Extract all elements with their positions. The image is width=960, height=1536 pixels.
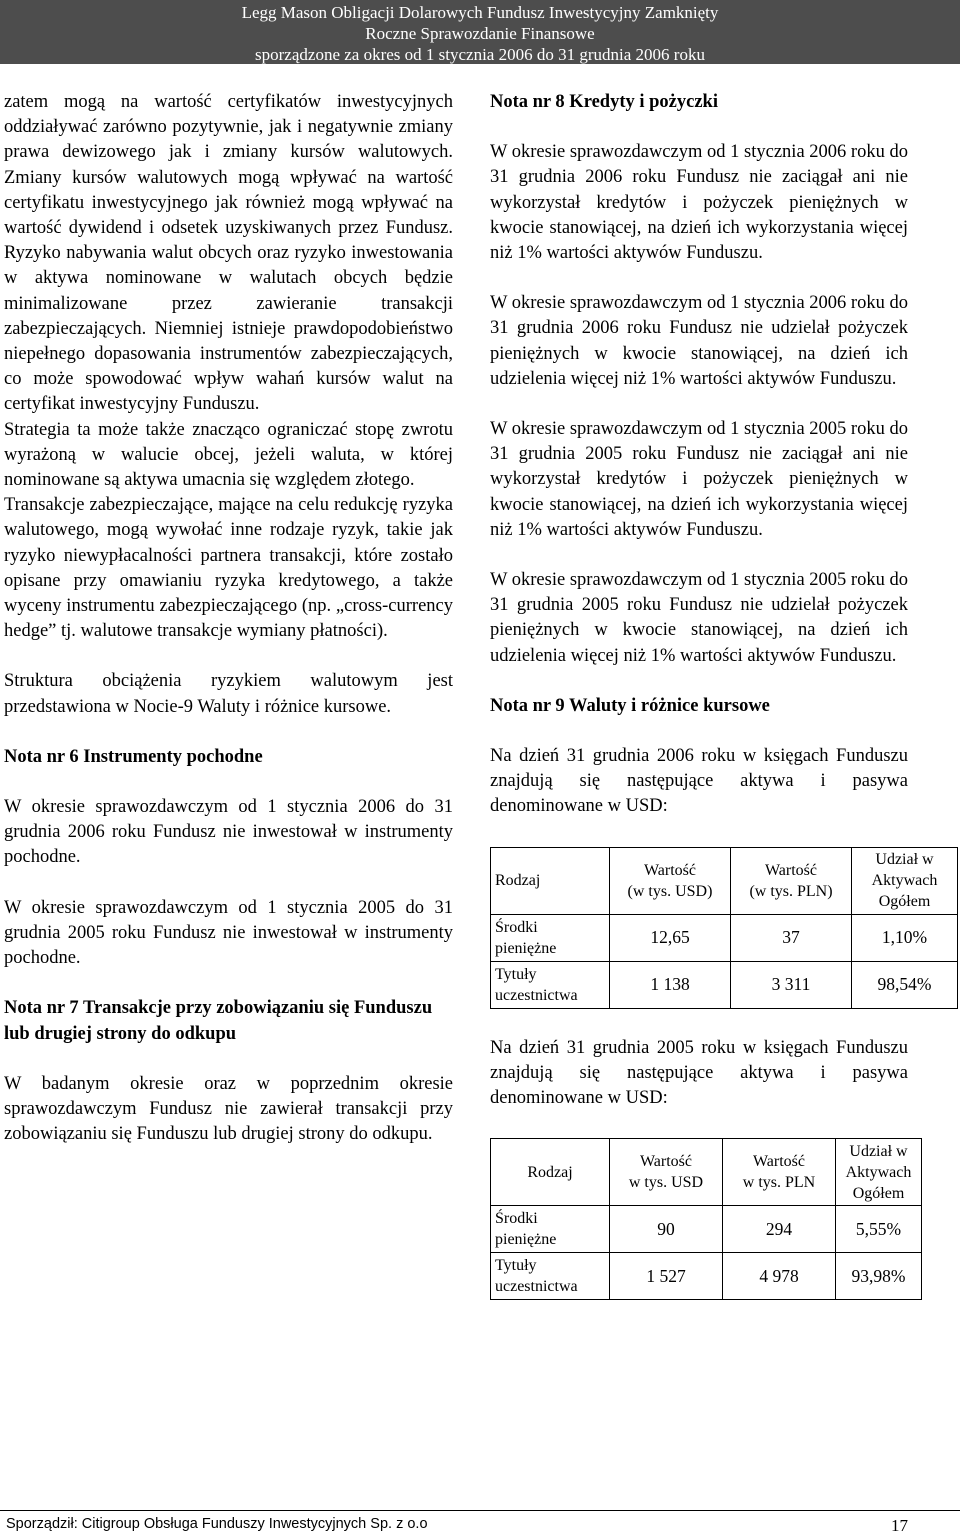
table-cell-pln: 294 — [723, 1206, 836, 1253]
table-cell-usd: 1 527 — [610, 1253, 723, 1300]
table-cell-type: Tytuły uczestnictwa — [491, 961, 610, 1008]
note8-title: Nota nr 8 Kredyty i pożyczki — [490, 92, 718, 112]
table-cell-type: Środki pieniężne — [491, 1206, 610, 1253]
table-cell-usd: 90 — [610, 1206, 723, 1253]
table-row — [491, 1253, 922, 1300]
table-header-cell: Wartość (w tys. USD) — [610, 847, 731, 914]
table-header-cell: Udział w Aktywach Ogółem — [836, 1139, 922, 1206]
note6-paragraph-2005: W okresie sprawozdawczym od 1 stycznia 2005 do 31 grudnia 2005 roku Fundusz nie inwestował w instrumenty pochodne. — [4, 897, 453, 969]
table-cell-usd: 1 138 — [610, 961, 731, 1008]
table-row — [491, 1206, 922, 1253]
document-footer — [0, 1510, 960, 1535]
table-cell-type: Środki pieniężne — [491, 914, 610, 961]
note8-paragraph-1: W okresie sprawozdawczym od 1 stycznia 2006 roku do 31 grudnia 2006 roku Fundusz nie zaciągał ani nie wykorzystał kredytów i pożyczek pieniężnych w kwocie stanowiącej, na dzień ich wykorzystania więcej niż 1% wartości aktywów Funduszu. — [490, 142, 908, 264]
document-header — [0, 0, 960, 64]
table-cell-share: 93,98% — [836, 1253, 922, 1300]
table-header-cell: Wartość w tys. PLN — [723, 1139, 836, 1206]
strategy-paragraph: Strategia ta może także znacząco ograniczać stopę zwrotu wyrażoną w walucie obcej, jeżeli waluta, w której nominowane są aktywa umacnia się względem złotego. — [4, 419, 453, 491]
note9-intro-2006: Na dzień 31 grudnia 2006 roku w księgach Funduszu znajdują się następujące aktywa i pasywa denominowane w USD: — [490, 746, 908, 817]
note9-title: Nota nr 9 Waluty i różnice kursowe — [490, 695, 770, 716]
hedging-paragraph: Transakcje zabezpieczające, mające na celu redukcję ryzyka walutowego, mogą wywołać inne rodzaje ryzyk, takie jak ryzyko niewypłacalności partnera transakcji, które zostało opisane przy omawianiu ryzyka kredytowego, a także wyceny instrumentu zabezpieczającego (np. „cross-currency hedge” tj. walutowe transakcje wymiany płatności). — [4, 495, 453, 642]
right-column — [490, 90, 938, 1300]
table-header-cell: Rodzaj — [491, 847, 610, 914]
note9-intro-2005: Na dzień 31 grudnia 2005 roku w księgach Funduszu znajdują się następujące aktywa i pasywa denominowane w USD: — [490, 1037, 908, 1109]
page-number: 17 — [891, 1516, 908, 1535]
currency-table-2006 — [490, 847, 958, 1009]
note6-title: Nota nr 6 Instrumenty pochodne — [4, 746, 263, 767]
table-cell-pln: 4 978 — [723, 1253, 836, 1300]
note8-paragraph-3: W okresie sprawozdawczym od 1 stycznia 2005 roku do 31 grudnia 2005 roku Fundusz nie zaciągał ani nie wykorzystał kredytów i pożyczek pieniężnych w kwocie stanowiącej, na dzień ich wykorzystania więcej niż 1% wartości aktywów Funduszu. — [490, 419, 908, 540]
table-cell-pln: 3 311 — [731, 961, 852, 1008]
table-header-row — [491, 1139, 922, 1206]
table-cell-pln: 37 — [731, 914, 852, 961]
table-header-cell: Wartość (w tys. PLN) — [731, 847, 852, 914]
header-period: sporządzone za okres od 1 stycznia 2006 do 31 grudnia 2006 roku — [255, 45, 705, 64]
table-header-cell: Rodzaj — [491, 1139, 610, 1206]
table-cell-usd: 12,65 — [610, 914, 731, 961]
table-row — [491, 961, 958, 1008]
table-cell-share: 1,10% — [852, 914, 958, 961]
table-header-row — [491, 847, 958, 914]
note7-paragraph: W badanym okresie oraz w poprzednim okresie sprawozdawczym Fundusz nie zawierał transakcji przy zobowiązaniu się Funduszu lub drugiej strony do odkupu. — [4, 1073, 453, 1145]
footer-prepared-by: Sporządził: Citigroup Obsługa Funduszy Inwestycyjnych Sp. z o.o — [6, 1516, 428, 1532]
table-header-cell: Udział w Aktywach Ogółem — [852, 847, 958, 914]
table-header-cell: Wartość w tys. USD — [610, 1139, 723, 1206]
table-cell-share: 5,55% — [836, 1206, 922, 1253]
note8-paragraph-4: W okresie sprawozdawczym od 1 stycznia 2005 roku do 31 grudnia 2005 roku Fundusz nie udzielał pożyczek pieniężnych w kwocie stanowiącej, na dzień ich udzielenia więcej niż 1% wartości aktywów Funduszu. — [490, 570, 908, 666]
structure-paragraph: Struktura obciążenia ryzykiem walutowym jest przedstawiona w Nocie-9 Waluty i różnice kursowe. — [4, 671, 453, 717]
header-report-title: Roczne Sprawozdanie Finansowe — [365, 24, 595, 43]
note6-paragraph-2006: W okresie sprawozdawczym od 1 stycznia 2006 do 31 grudnia 2006 roku Fundusz nie inwestował w instrumenty pochodne. — [4, 797, 453, 868]
table-cell-type: Tytuły uczestnictwa — [491, 1253, 610, 1300]
note8-paragraph-2: W okresie sprawozdawczym od 1 stycznia 2006 roku do 31 grudnia 2006 roku Fundusz nie udzielał pożyczek pieniężnych w kwocie stanowiącej, na dzień ich udzielenia więcej niż 1% wartości aktywów Funduszu. — [490, 293, 908, 389]
header-fund-name: Legg Mason Obligacji Dolarowych Fundusz Inwestycyjny Zamknięty — [241, 3, 719, 22]
table-row — [491, 914, 958, 961]
left-column — [4, 90, 453, 1147]
table-cell-share: 98,54% — [852, 961, 958, 1008]
currency-table-2005 — [490, 1138, 922, 1300]
currency-risk-paragraph: zatem mogą na wartość certyfikatów inwestycyjnych oddziaływać zarówno pozytywnie, jak i negatywnie zmiany prawa dewizowego jak i zmiany kursów walutowych. Zmiany kursów walutowych mogą wpływać na wartość certyfikatu inwestycyjnego jak również mogą wpływać na wartość dywidend i odsetek uzyskiwanych przez Fundusz. Ryzyko nabywania walut obcych oraz ryzyko inwestowania w aktywa nominowane w walutach obcych będzie minimalizowane przez zawieranie transakcji zabezpieczających. Niemniej istnieje prawdopodobieństwo niepełnego dopasowania instrumentów zabezpieczających, co może spowodować wpływ wahań kursów walut na certyfikat inwestycyjny Funduszu. — [4, 92, 453, 415]
note7-title: Nota nr 7 Transakcje przy zobowiązaniu się Funduszu lub drugiej strony do odkupu — [4, 998, 433, 1044]
